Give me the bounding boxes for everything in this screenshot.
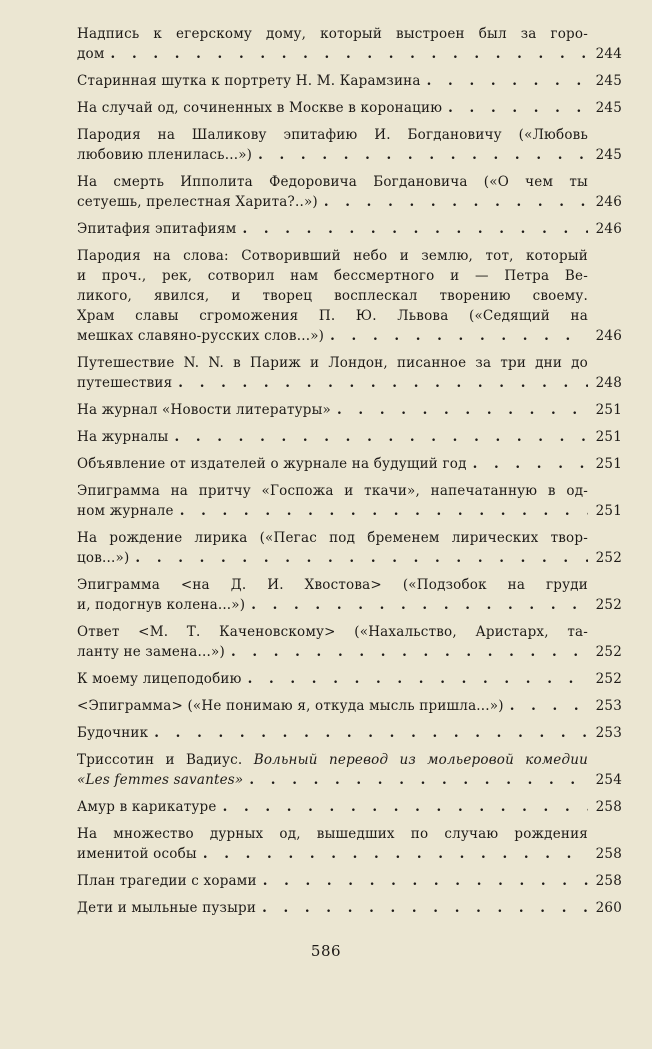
toc-page-number: 260	[595, 900, 622, 916]
toc-page-number: 246	[595, 194, 622, 210]
toc-entry-text: На журнал «Новости литературы»	[77, 402, 332, 418]
toc-entry	[77, 125, 622, 165]
toc-page-number: 254	[595, 772, 622, 788]
toc-page-number: 245	[595, 73, 622, 89]
toc-entry	[77, 528, 622, 568]
toc-page-number: 252	[595, 597, 622, 613]
toc-entry	[77, 824, 622, 864]
toc-entry-text: На рождение лирика («Пегас под бременем лирических твор-	[77, 530, 588, 546]
toc-entry	[77, 353, 622, 393]
toc-entry-text: Эпитафия эпитафиям	[77, 221, 237, 237]
toc-entry-text: путешествия	[77, 375, 173, 391]
toc-entry	[77, 24, 622, 64]
toc-entry-text: именитой особы	[77, 846, 197, 862]
leader-dots	[249, 770, 588, 790]
leader-dots	[448, 98, 588, 118]
toc-page-number: 246	[595, 221, 622, 237]
toc-entry-text: Будочник	[77, 725, 149, 741]
leader-dots	[111, 44, 588, 64]
leader-dots	[174, 427, 588, 447]
toc-page-number: 258	[595, 799, 622, 815]
toc-entry	[77, 898, 622, 918]
toc-entry	[77, 219, 622, 239]
toc-entry-text: Дети и мыльные пузыри	[77, 900, 257, 916]
leader-dots	[154, 723, 588, 743]
toc-entry-text: дом	[77, 46, 105, 62]
toc-page-number: 252	[595, 644, 622, 660]
leader-dots	[262, 898, 588, 918]
toc-entry	[77, 696, 622, 716]
leader-dots	[231, 642, 588, 662]
toc-entry-text: На журналы	[77, 429, 169, 445]
toc-entry-text: сетуешь, прелестная Харита?..»)	[77, 194, 318, 210]
leader-dots	[223, 797, 588, 817]
toc-entry-text: «Les femmes savantes»	[77, 772, 244, 788]
toc-entry	[77, 750, 622, 790]
leader-dots	[135, 548, 588, 568]
toc-page-number: 258	[595, 873, 622, 889]
toc-entry-text: Эпиграмма на притчу «Госпожа и ткачи», напечатанную в од-	[77, 483, 588, 499]
leader-dots	[258, 145, 588, 165]
toc-page-number: 251	[595, 456, 622, 472]
toc-page-number: 245	[595, 100, 622, 116]
toc-entry-text: Храм славы сгроможения П. Ю. Львова («Седящий на	[77, 308, 588, 324]
toc-entry	[77, 454, 622, 474]
toc-page-number: 251	[595, 503, 622, 519]
leader-dots	[263, 871, 588, 891]
toc-entry-text: и, подогнув колена...»)	[77, 597, 246, 613]
toc-entry-text: Надпись к егерскому дому, который выстроен был за горо-	[77, 26, 588, 42]
leader-dots	[178, 373, 588, 393]
toc-entry-text: Ответ <М. Т. Каченовскому> («Нахальство, Аристарх, та-	[77, 624, 588, 640]
toc-entry	[77, 172, 622, 212]
toc-entry-text: Эпиграмма <на Д. И. Хвостова> («Подзобок на груди	[77, 577, 588, 593]
toc-entry-text: ном журнале	[77, 503, 174, 519]
leader-dots	[251, 595, 588, 615]
toc-entry	[77, 98, 622, 118]
toc-page-number: 244	[595, 46, 622, 62]
toc-entry	[77, 723, 622, 743]
toc-entry-text: Амур в карикатуре	[77, 799, 217, 815]
toc-entry-text: Пародия на Шаликову эпитафию И. Богдановичу («Любовь	[77, 127, 588, 143]
leader-dots	[242, 219, 588, 239]
toc-page-number: 251	[595, 402, 622, 418]
toc-page-number: 258	[595, 846, 622, 862]
toc-page-number: 246	[595, 328, 622, 344]
toc-entry	[77, 797, 622, 817]
toc-entry	[77, 575, 622, 615]
toc-page-number: 252	[595, 671, 622, 687]
toc-entry	[77, 71, 622, 91]
toc-entry-text: К моему лицеподобию	[77, 671, 242, 687]
toc-entry-text: Объявление от издателей о журнале на будущий год	[77, 456, 467, 472]
toc-page-number: 245	[595, 147, 622, 163]
page-number: 586	[310, 942, 342, 960]
toc-entry-text: любовию пленилась...»)	[77, 147, 253, 163]
toc-entry	[77, 427, 622, 447]
leader-dots	[337, 400, 588, 420]
toc-page-number: 253	[595, 698, 622, 714]
toc-entry-text: <Эпиграмма> («Не понимаю я, откуда мысль пришла...»)	[77, 698, 504, 714]
leader-dots	[203, 844, 588, 864]
toc-entry-text: ликого, явился, и творец восплескал творению своему.	[77, 288, 588, 304]
toc-entry	[77, 481, 622, 521]
leader-dots	[510, 696, 588, 716]
toc-entry-text: План трагедии с хорами	[77, 873, 257, 889]
toc-entry-text: и проч., рек, сотворил нам бессмертного и — Петра Ве-	[77, 268, 588, 284]
toc-page-number: 251	[595, 429, 622, 445]
toc-entry	[77, 622, 622, 662]
toc-entry-text: На смерть Ипполита Федоровича Богдановича («О чем ты	[77, 174, 588, 190]
toc-entry-text: Путешествие N. N. в Париж и Лондон, писанное за три дни до	[77, 355, 588, 371]
toc-entry-text: мешках славяно-русских слов...»)	[77, 328, 325, 344]
toc-entry-text: На множество дурных од, вышедших по случаю рождения	[77, 826, 588, 842]
toc-entry	[77, 400, 622, 420]
toc-entry-text: Триссотин и Вадиус. Вольный перевод из мольеровой комедии	[77, 752, 589, 768]
toc-entry-text: На случай од, сочиненных в Москве в коронацию	[77, 100, 443, 116]
toc-entry-text: цов...»)	[77, 550, 130, 566]
toc-entry	[77, 669, 622, 689]
toc-entry	[77, 246, 622, 346]
toc-entry-text: Пародия на слова: Сотворивший небо и землю, тот, который	[77, 248, 588, 264]
table-of-contents	[77, 24, 622, 925]
leader-dots	[473, 454, 588, 474]
toc-page-number: 252	[595, 550, 622, 566]
leader-dots	[330, 326, 588, 346]
leader-dots	[248, 669, 588, 689]
leader-dots	[324, 192, 588, 212]
toc-page-number: 253	[595, 725, 622, 741]
leader-dots	[427, 71, 588, 91]
toc-entry-text: ланту не замена...»)	[77, 644, 225, 660]
leader-dots	[180, 501, 588, 521]
toc-entry	[77, 871, 622, 891]
toc-entry-text: Старинная шутка к портрету Н. М. Карамзина	[77, 73, 421, 89]
toc-page-number: 248	[595, 375, 622, 391]
